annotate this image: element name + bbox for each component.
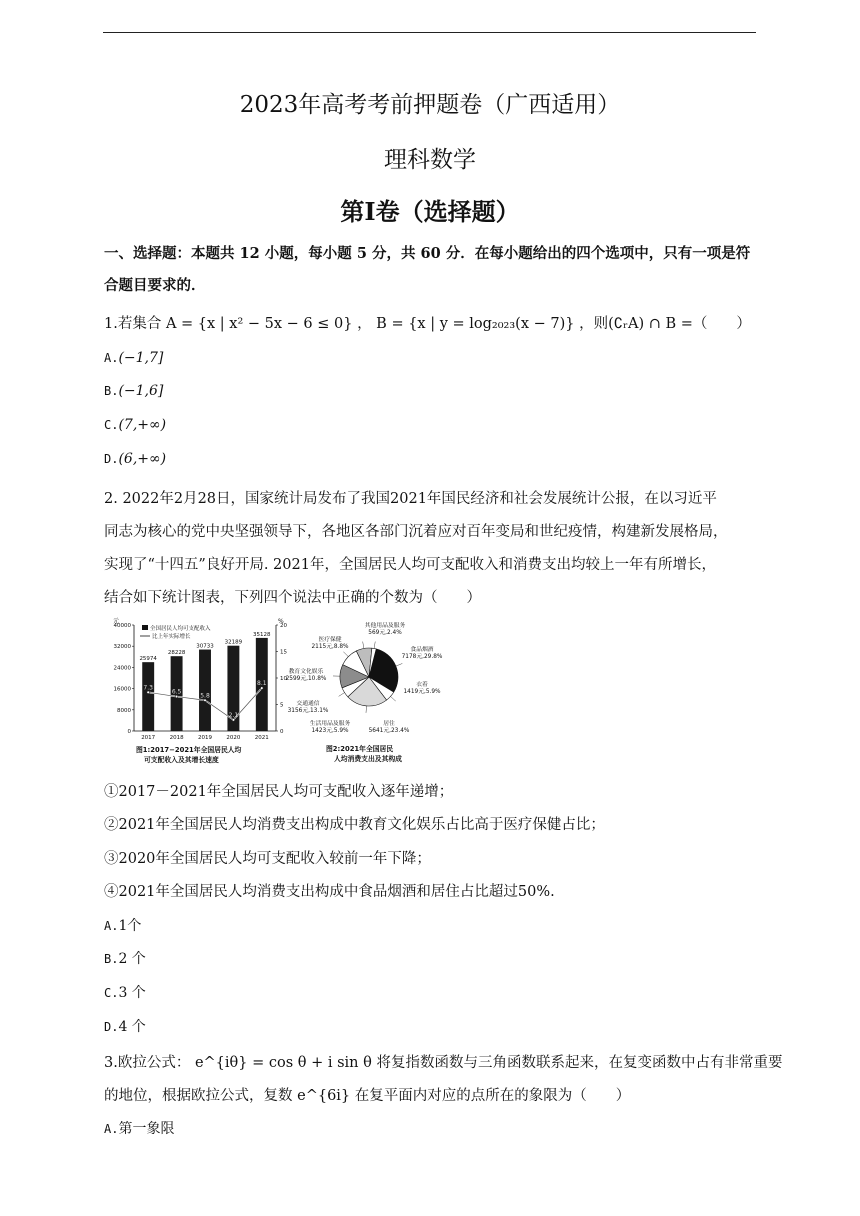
growth-value-label: 7.3 [143,684,153,692]
statement-3: ③2020年全国居民人均可支配收入较前一年下降； [104,851,431,867]
slice-name: 医疗保健 [318,637,342,643]
slice-value-label: 1419元,5.9% [403,689,441,695]
year-label: 2021 [254,735,269,741]
slice-leader [391,696,396,701]
income-bar [142,662,154,731]
income-value-label: 35128 [253,631,271,638]
slice-name: 居住 [383,721,395,727]
year-label: 2017 [141,735,156,741]
q1-option-b [104,383,760,399]
option-text: 3 个 [118,985,146,1001]
option-text: 2 个 [118,951,146,967]
option-text: (−1,7] [118,350,164,366]
left-tick-label: 32000 [113,644,131,651]
left-tick-label: 8000 [117,707,131,714]
slice-value-label: 7178元,29.8% [401,654,443,660]
income-chart [113,618,287,764]
slice-leader [343,652,348,657]
growth-point [232,719,235,722]
statement-1: ①2017－2021年全国居民人均可支配收入逐年递增； [104,784,454,800]
q2-line-4: 结合如下统计图表，下列四个说法中正确的个数为（ ） [104,590,481,606]
legend-bar-label: 全国居民人均可支配收入 [150,626,211,632]
slice-leader [396,663,402,666]
q2-line-1: 2. 2022年2月28日，国家统计局发布了我国2021年国民经济和社会发展统计公报，在以习近平 [104,491,717,507]
legend-bar-swatch [142,625,148,630]
option-label: D. [104,452,119,466]
option-label: D. [104,1020,119,1034]
exam-title: 2023年高考考前押题卷（广西适用） [239,92,621,118]
growth-value-label: 8.1 [257,680,267,688]
q3-line-2: 的地位，根据欧拉公式，复数 e^{6i} 在复平面内对应的点所在的象限为（ ） [104,1088,631,1104]
slice-leader [339,693,345,697]
growth-point [261,687,264,690]
right-tick-label: 15 [280,649,287,656]
slice-name: 其他用品及服务 [364,623,406,629]
slice-name: 教育文化娱乐 [288,669,324,675]
slice-value-label: 5641元,23.4% [368,728,410,734]
q2-option-c [104,982,760,1002]
income-value-label: 30733 [196,643,214,650]
q3-line-1: 3.欧拉公式： e^{iθ} = cos θ + i sin θ 将复指数函数与三角函数联系起来，在复变函数中占有非常重要 [104,1055,783,1071]
option-text: 4 个 [118,1019,146,1035]
slice-leader [374,642,375,649]
income-bar [199,650,211,731]
q2-line-3: 实现了“十四五”良好开局. 2021年，全国居民人均可支配收入和消费支出均较上一年有所增长， [104,557,716,573]
q1-option-a [104,350,760,366]
slice-leader [366,706,367,713]
option-text: 第一象限 [118,1121,175,1137]
right-tick-label: 5 [280,702,284,709]
growth-value-label: 5.8 [200,692,210,700]
legend-line-label: 比上年实际增长 [152,634,191,640]
slice-value-label: 2115元,8.8% [311,644,349,650]
q2-option-b [104,948,760,968]
q2-option-a [104,915,760,935]
consumption-pie-chart [286,621,443,763]
slice-value-label: 2599元,10.8% [285,676,327,682]
q1-option-d [104,451,760,467]
option-text: (−1,6] [118,383,164,399]
instructions-line-1: 一、选择题：本题共 12 小题，每小题 5 分，共 60 分．在每小题给出的四个选项中，只有一项是符 [104,245,751,262]
growth-value-label: 2.1 [228,711,239,719]
slice-name: 生活用品及服务 [309,721,351,727]
left-tick-label: 24000 [113,665,131,672]
left-axis-unit: 元 [113,618,120,625]
chart2-title-line1: 图2:2021年全国居民 [326,745,394,753]
slice-name: 交通通信 [296,701,320,707]
left-tick-label: 40000 [113,623,131,629]
chart1-title-line2: 可支配收入及其增长速度 [144,756,219,764]
slice-value-label: 569元,2.4% [368,630,402,636]
slice-value-label: 3156元,13.1% [287,708,329,714]
year-label: 2018 [169,735,184,741]
income-value-label: 32189 [224,639,243,646]
right-axis-unit: % [278,618,284,625]
q2-option-d [104,1016,760,1036]
growth-point [147,691,150,694]
option-label: A. [104,919,119,933]
slice-name: 食品烟酒 [410,647,434,653]
option-label: C. [104,986,119,1000]
slice-value-label: 1423元,5.9% [311,728,349,734]
growth-value-label: 6.5 [171,688,182,696]
option-label: B. [104,952,119,966]
income-value-label: 28228 [167,650,186,657]
growth-point [204,699,207,702]
q1-stem: 1.若集合 A = {x | x² − 5x − 6 ≤ 0} ， B = {x | y = log₂₀₂₃(x − 7)} ，则(∁ᵣA) ∩ B =（ ） [104,316,751,332]
right-tick-label: 10 [280,676,287,682]
year-label: 2020 [226,735,241,741]
q2-line-2: 同志为核心的党中央坚强领导下，各地区各部门沉着应对百年变局和世纪疫情，构建新发展格局， [104,524,728,540]
section-title: 第Ⅰ卷（选择题） [340,197,520,226]
statistics-figures [104,613,444,768]
subject-title: 理科数学 [384,147,476,173]
option-label: A. [104,351,119,365]
option-label: C. [104,418,119,432]
right-tick-label: 0 [280,729,284,735]
option-label: B. [104,384,119,398]
option-text: (6,+∞) [118,451,167,467]
option-text: 1个 [118,918,142,934]
q1-option-c [104,417,760,433]
option-label: A. [104,1122,119,1136]
slice-name: 衣着 [416,682,428,688]
statement-4: ④2021年全国居民人均消费支出构成中食品烟酒和居住占比超过50%. [104,884,555,900]
left-tick-label: 0 [127,729,131,735]
growth-point [175,695,178,698]
slice-leader [363,642,364,649]
chart2-title-line2: 人均消费支出及其构成 [334,755,402,763]
instructions-line-2: 合题目要求的． [104,277,206,294]
q3-option-a [104,1118,760,1138]
statement-2: ②2021年全国居民人均消费支出构成中教育文化娱乐占比高于医疗保健占比； [104,817,605,833]
income-value-label: 25974 [139,656,157,663]
chart1-title-line1: 图1:2017−2021年全国居民人均 [136,746,242,754]
left-tick-label: 16000 [113,686,131,693]
right-tick-label: 20 [280,623,287,629]
top-rule [103,32,756,33]
option-text: (7,+∞) [118,417,167,433]
year-label: 2019 [198,735,212,741]
